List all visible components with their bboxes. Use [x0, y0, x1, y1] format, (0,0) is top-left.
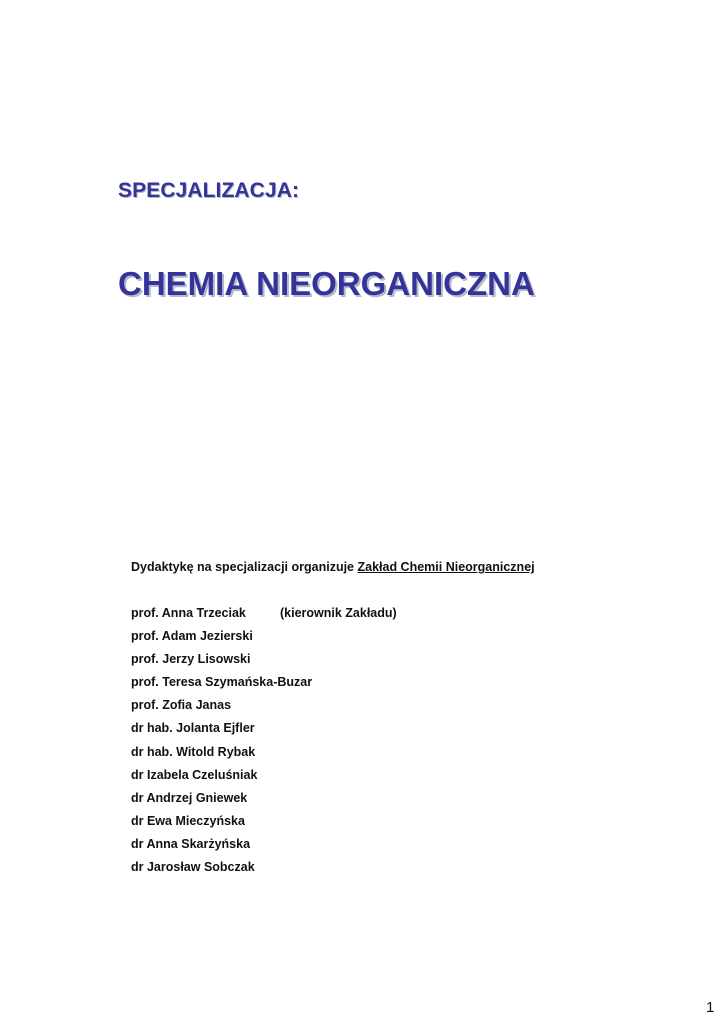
list-item [131, 629, 312, 652]
list-item [131, 698, 312, 721]
page-title: CHEMIA NIEORGANICZNA [118, 265, 535, 302]
list-item [131, 745, 312, 768]
page-number: 1 [706, 999, 715, 1016]
list-item [131, 721, 312, 744]
intro-line [131, 560, 535, 574]
staff-name: dr Andrzej Gniewek [131, 790, 248, 805]
staff-name: prof. Jerzy Lisowski [131, 652, 251, 667]
staff-name: dr Ewa Mieczyńska [131, 813, 245, 828]
staff-name: prof. Zofia Janas [131, 698, 232, 713]
section-subtitle: SPECJALIZACJA: [118, 179, 300, 202]
staff-name: dr hab. Witold Rybak [131, 744, 256, 759]
staff-name: dr Izabela Czeluśniak [131, 767, 258, 782]
list-item [131, 860, 312, 883]
staff-role: (kierownik Zakładu) [280, 606, 397, 620]
staff-name: dr Jarosław Sobczak [131, 860, 255, 875]
staff-name: prof. Teresa Szymańska-Buzar [131, 675, 313, 690]
list-item [131, 814, 312, 837]
list-item [131, 837, 312, 860]
list-item [131, 606, 397, 629]
staff-name: dr Anna Skarżyńska [131, 836, 251, 851]
list-item [131, 675, 312, 698]
department-name: Zakład Chemii Nieorganicznej [357, 560, 535, 574]
staff-name: prof. Anna Trzeciak [131, 606, 246, 620]
list-item [131, 652, 312, 675]
list-item [131, 768, 312, 791]
list-item [131, 791, 312, 814]
staff-name: prof. Adam Jezierski [131, 629, 253, 644]
staff-list [131, 606, 397, 883]
staff-name: dr hab. Jolanta Ejfler [131, 721, 255, 736]
intro-text: Dydaktykę na specjalizacji organizuje [131, 560, 358, 574]
